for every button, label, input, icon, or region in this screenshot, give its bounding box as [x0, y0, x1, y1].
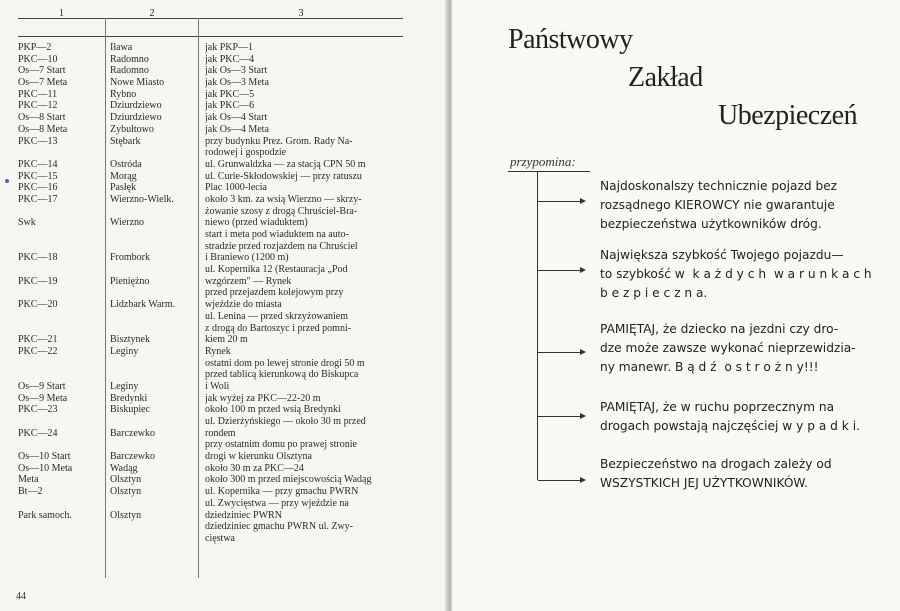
col1-cell: [18, 241, 103, 253]
right-page: [452, 0, 900, 611]
col1-cell: PKC—10: [18, 53, 58, 65]
col3-cell: ul. Lenina — przed skrzyżowaniem: [205, 310, 349, 322]
col2-cell: [110, 439, 200, 451]
col1-cell: Os—9 Meta: [18, 392, 68, 404]
col3-cell: ul. Grunwaldzka — za stacją CPN 50 m: [205, 158, 366, 170]
col1-cell: PKC—21: [18, 334, 58, 346]
col2-cell: Pasłęk: [110, 182, 137, 194]
col1-cell: Os—8 Meta: [18, 123, 68, 135]
col2-cell: Bredynki: [110, 392, 148, 404]
col3-cell: ul. Zwycięstwa — przy wjeździe na: [205, 497, 349, 509]
col1-cell: [18, 229, 103, 241]
col2-cell: [110, 241, 200, 253]
col2-cell: Lidzbark Warm.: [110, 299, 176, 311]
col3-cell: i Woli: [205, 380, 230, 392]
col3-cell: Plac 1000-lecia: [205, 182, 267, 194]
arrow-trunk: [537, 171, 538, 480]
col3-cell: wjeździe do miasta: [205, 299, 282, 311]
column-divider-1: [105, 18, 106, 578]
col2-cell: Barczewko: [110, 451, 155, 463]
col2-cell: Frombork: [110, 252, 150, 264]
col3-cell: przy ostatnim domu po prawej stronie: [205, 439, 357, 451]
col2-cell: [110, 358, 200, 370]
col2-cell: Bisztynek: [110, 334, 150, 346]
col1-cell: [18, 147, 103, 159]
col3-cell: przed przejazdem kolejowym przy: [205, 287, 344, 299]
col3-cell: jak PKC—4: [205, 53, 255, 65]
arrow-4: [538, 416, 583, 417]
col2-cell: Olsztyn: [110, 474, 142, 486]
col2-cell: [110, 229, 200, 241]
col2-cell: Radomno: [110, 65, 149, 77]
col3-cell: drogi w kierunku Olsztyna: [205, 451, 312, 463]
message-2: Największa szybkość Twojego pojazdu— to szybkość w k a ż d y c h w a r u n k a c h b e z p i e c z n a.: [600, 248, 872, 300]
col2-cell: Pieniężno: [110, 275, 150, 287]
col1-cell: Park samoch.: [18, 509, 72, 521]
col1-cell: Os—10 Start: [18, 451, 71, 463]
col1-cell: [18, 439, 103, 451]
col1-cell: PKC—15: [18, 170, 58, 182]
col1-cell: PKC—14: [18, 158, 58, 170]
arrow-3: [538, 352, 583, 353]
col1-cell: [18, 206, 103, 218]
col1-cell: Os—9 Start: [18, 380, 66, 392]
col2-cell: [110, 521, 200, 533]
left-page: [0, 0, 447, 611]
col1-cell: PKC—19: [18, 275, 58, 287]
col3-cell: około 3 km. za wsią Wierzno — skrzy-: [205, 193, 362, 205]
col2-cell: [110, 287, 200, 299]
col1-cell: [18, 311, 103, 323]
col3-cell: ostatni dom po lewej stronie drogi 50 m: [205, 357, 365, 369]
col2-cell: Dziurdziewo: [110, 100, 162, 112]
col1-cell: Bt—2: [18, 486, 43, 498]
message-5: Bezpieczeństwo na drogach zależy od WSZYSTKICH JEJ UŻYTKOWNIKÓW.: [600, 457, 832, 490]
col1-cell: [18, 287, 103, 299]
col2-cell: Zybułtowo: [110, 123, 154, 135]
col2-cell: Biskupiec: [110, 404, 150, 416]
col1-cell: Os—7 Meta: [18, 77, 68, 89]
col2-cell: Stębark: [110, 135, 141, 147]
col3-cell: stradzie przed rozjazdem na Chruściel: [205, 240, 358, 252]
col3-cell: rodowej i gospodzie: [205, 147, 287, 159]
col3-cell: ul. Curie-Skłodowskiej — przy ratuszu: [205, 170, 362, 182]
col3-cell: przy budynku Prez. Grom. Rady Na-: [205, 135, 353, 147]
col2-cell: Radomno: [110, 53, 149, 65]
col1-cell: PKC—11: [18, 88, 58, 100]
page-number: 44: [16, 591, 26, 602]
margin-mark: [5, 179, 9, 183]
subtitle: przypomina:: [510, 154, 576, 169]
col3-cell: dziedziniec PWRN: [205, 509, 282, 521]
col3-cell: jak wyżej za PKC—22-20 m: [205, 392, 321, 404]
col1-cell: [18, 264, 103, 276]
col1-cell: PKC—23: [18, 404, 58, 416]
col2-cell: Wierzno-Wielk.: [110, 193, 174, 205]
col3-cell: jak Os—3 Meta: [205, 77, 269, 89]
col3-cell: ul. Dzierżyńskiego — około 30 m przed: [205, 416, 366, 427]
col3-cell: około 30 m za PKC—24: [205, 462, 304, 474]
col2-cell: Morąg: [110, 170, 137, 182]
message-4: PAMIĘTAJ, że w ruchu poprzecznym na drogach powstają najczęściej w y p a d k i.: [600, 400, 860, 433]
col3-cell: jak Os—4 Meta: [205, 123, 269, 135]
col2-cell: [110, 147, 200, 159]
col1-cell: PKC—16: [18, 182, 58, 194]
col2-cell: [110, 498, 200, 510]
col2-cell: Iława: [110, 42, 133, 53]
col1-cell: [18, 416, 103, 428]
town-column: [110, 42, 200, 533]
col2-cell: Olsztyn: [110, 486, 142, 498]
col2-cell: [110, 323, 200, 335]
col3-cell: Rynek: [205, 345, 231, 357]
col1-cell: PKC—22: [18, 345, 58, 357]
col1-cell: [18, 498, 103, 510]
col1-cell: [18, 358, 103, 370]
message-3: PAMIĘTAJ, że dziecko na jezdni czy dro- dze może zawsze wykonać nieprzewidzia- ny manewr. B ą d ź o s t r o ż n y!!!: [600, 322, 856, 374]
col1-cell: [18, 323, 103, 335]
col1-cell: Os—8 Start: [18, 112, 66, 124]
arrow-1: [538, 201, 583, 202]
col3-cell: z drogą do Bartoszyc i przed pomni-: [205, 322, 352, 334]
title-line-2: Zakład: [628, 62, 703, 93]
col3-cell: jak PKC—6: [205, 100, 255, 112]
col2-cell: Nowe Miasto: [110, 77, 165, 89]
col2-cell: Leginy: [110, 345, 139, 357]
col3-cell: cięstwa: [205, 532, 235, 544]
col2-cell: Ostróda: [110, 158, 142, 170]
table-header-rule: [18, 36, 403, 37]
title-line-3: Ubezpieczeń: [718, 100, 858, 131]
arrow-2: [538, 270, 583, 271]
col3-cell: niewo (przed wiaduktem): [205, 217, 308, 229]
col3-cell: około 300 m przed miejscowością Wadąg: [205, 474, 372, 486]
col3-cell: kiem 20 m: [205, 334, 248, 346]
col2-cell: [110, 264, 200, 276]
col3-cell: wzgórzem" — Rynek: [205, 275, 292, 287]
col3-cell: jak Os—4 Start: [205, 112, 268, 124]
col3-cell: i Braniewo (1200 m): [205, 252, 289, 264]
col3-cell: jak PKC—5: [205, 88, 255, 100]
col1-cell: [18, 521, 103, 533]
column-header-1: 1: [59, 8, 64, 19]
col1-cell: PKC—12: [18, 100, 58, 112]
col3-cell: start i meta pod wiaduktem na auto-: [205, 229, 349, 240]
subtitle-underline: [508, 171, 590, 172]
col1-cell: PKC—24: [18, 427, 58, 439]
title-line-1: Państwowy: [508, 24, 633, 55]
col1-cell: Os—10 Meta: [18, 462, 73, 474]
col1-cell: Meta: [18, 474, 39, 486]
col1-cell: PKC—13: [18, 135, 58, 147]
col3-cell: jak Os—3 Start: [205, 65, 268, 77]
col1-cell: PKC—18: [18, 252, 58, 264]
col2-cell: [110, 206, 200, 218]
col2-cell: Rybno: [110, 88, 137, 100]
col2-cell: Leginy: [110, 380, 139, 392]
col3-cell: ul. Kopernika 12 (Restauracja „Pod: [205, 264, 348, 276]
col2-cell: [110, 311, 200, 323]
col3-cell: jak PKP—1: [205, 42, 254, 53]
col1-cell: PKC—20: [18, 299, 58, 311]
col1-cell: Swk: [18, 217, 36, 229]
col3-cell: żowanie szosy z drogą Chruściel-Bra-: [205, 205, 358, 217]
message-1: Najdoskonalszy technicznie pojazd bez rozsądnego KIEROWCY nie gwarantuje bezpieczeństwa użytkowników dróg.: [600, 179, 838, 231]
col1-cell: Os—7 Start: [18, 65, 66, 77]
col2-cell: Wadąg: [110, 462, 138, 474]
column-header-2: 2: [149, 8, 155, 19]
col2-cell: Barczewko: [110, 427, 155, 439]
column-header-3: 3: [298, 8, 304, 19]
col3-cell: przed tablicą kierunkową do Biskupca: [205, 369, 359, 381]
col2-cell: Wierzno: [110, 217, 145, 229]
col1-cell: PKP—2: [18, 42, 52, 53]
checkpoint-column: [18, 42, 103, 533]
col2-cell: [110, 369, 200, 381]
col2-cell: Olsztyn: [110, 509, 142, 521]
col3-cell: rondem: [205, 427, 236, 439]
col2-cell: Dziurdziewo: [110, 112, 162, 124]
arrow-5: [538, 480, 583, 481]
location-column: [205, 42, 401, 545]
col1-cell: PKC—17: [18, 193, 58, 205]
col3-cell: ul. Kopernika — przy gmachu PWRN: [205, 486, 359, 498]
col1-cell: [18, 369, 103, 381]
col2-cell: [110, 416, 200, 428]
col3-cell: dziedziniec gmachu PWRN ul. Zwy-: [205, 521, 354, 533]
col3-cell: około 100 m przed wsią Bredynki: [205, 404, 341, 416]
